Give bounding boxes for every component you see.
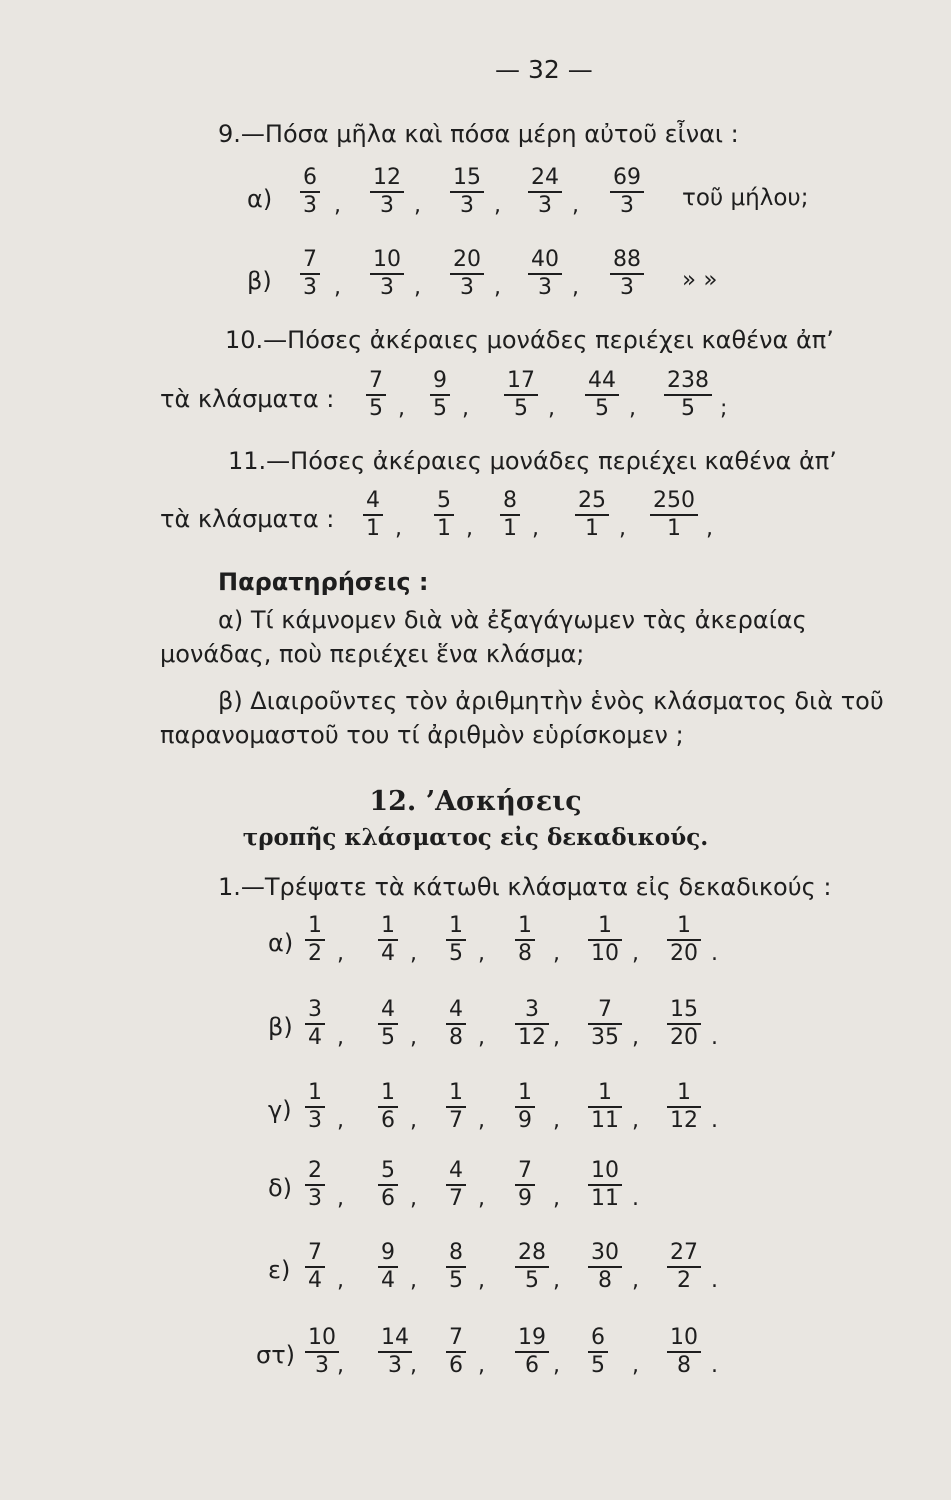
fraction [366, 370, 386, 420]
denominator: 3 [305, 1184, 325, 1210]
fraction [450, 249, 484, 299]
separator: , [337, 1108, 344, 1133]
row-label: ε) [268, 1256, 291, 1284]
numerator: 3 [308, 997, 322, 1022]
separator: , [478, 1353, 485, 1378]
numerator: 1 [308, 1080, 322, 1105]
denominator: 5 [588, 1351, 608, 1377]
numerator: 30 [591, 1240, 619, 1265]
denominator: 3 [528, 191, 562, 217]
numerator: 250 [653, 488, 695, 513]
separator: , [410, 1353, 417, 1378]
denominator: 2 [667, 1266, 701, 1292]
fraction [528, 167, 562, 217]
fraction [588, 915, 622, 965]
fraction [588, 1082, 622, 1132]
separator: , [494, 193, 501, 218]
separator: , [334, 275, 341, 300]
fraction [305, 1082, 325, 1132]
denominator: 5 [378, 1023, 398, 1049]
separator: . [632, 1186, 639, 1211]
numerator: 7 [303, 247, 317, 272]
fraction [378, 1160, 398, 1210]
numerator: 14 [381, 1325, 409, 1350]
separator: , [478, 1268, 485, 1293]
numerator: 5 [437, 488, 451, 513]
separator: , [337, 1268, 344, 1293]
numerator: 44 [588, 368, 616, 393]
separator: , [632, 1268, 639, 1293]
denominator: 8 [515, 939, 535, 965]
separator: , [410, 1186, 417, 1211]
separator: , [414, 275, 421, 300]
denominator: 5 [446, 939, 466, 965]
denominator: 20 [667, 939, 701, 965]
numerator: 1 [381, 913, 395, 938]
fraction [667, 1242, 701, 1292]
separator: . [711, 1025, 718, 1050]
fraction [575, 490, 609, 540]
denominator: 2 [305, 939, 325, 965]
numerator: 4 [449, 1158, 463, 1183]
fraction [305, 915, 325, 965]
numerator: 2 [308, 1158, 322, 1183]
row-tail: τοῦ μήλου; [682, 185, 809, 211]
separator: ; [720, 396, 728, 421]
numerator: 3 [525, 997, 539, 1022]
separator: , [553, 1353, 560, 1378]
numerator: 12 [373, 165, 401, 190]
denominator: 8 [667, 1351, 701, 1377]
denominator: 1 [500, 514, 520, 540]
numerator: 25 [578, 488, 606, 513]
separator: , [410, 941, 417, 966]
row-label: α) [268, 929, 294, 957]
separator: , [553, 1268, 560, 1293]
denominator: 1 [650, 514, 698, 540]
separator: , [494, 275, 501, 300]
row-label: α) [247, 185, 273, 213]
fraction [585, 370, 619, 420]
numerator: 1 [518, 913, 532, 938]
fraction [515, 1082, 535, 1132]
fraction [588, 1242, 622, 1292]
row-label: β) [247, 267, 272, 295]
fraction [305, 1327, 339, 1377]
numerator: 28 [518, 1240, 546, 1265]
numerator: 1 [677, 913, 691, 938]
denominator: 4 [378, 1266, 398, 1292]
fraction [450, 167, 484, 217]
note-a: α) Τί κάμνομεν διὰ νὰ ἐξαγάγωμεν τὰς ἀκεραίας μονάδας, ποὺ περιέχει ἕνα κλάσμα; [160, 606, 807, 668]
numerator: 1 [381, 1080, 395, 1105]
separator: , [553, 1025, 560, 1050]
separator: , [398, 396, 405, 421]
separator: . [711, 941, 718, 966]
denominator: 9 [515, 1106, 535, 1132]
fraction [667, 1082, 701, 1132]
denominator: 4 [305, 1266, 325, 1292]
denominator: 35 [588, 1023, 622, 1049]
fraction [650, 490, 698, 540]
row-label: τὰ κλάσματα : [160, 505, 335, 533]
separator: , [478, 1186, 485, 1211]
separator: , [478, 1025, 485, 1050]
denominator: 5 [585, 394, 619, 420]
denominator: 5 [664, 394, 712, 420]
row-label: β) [268, 1013, 293, 1041]
numerator: 1 [518, 1080, 532, 1105]
denominator: 4 [378, 939, 398, 965]
denominator: 5 [504, 394, 538, 420]
separator: , [706, 516, 713, 541]
separator: , [553, 1108, 560, 1133]
separator: , [395, 516, 402, 541]
numerator: 9 [433, 368, 447, 393]
denominator: 11 [588, 1184, 622, 1210]
separator: , [410, 1025, 417, 1050]
exercise-10-title: 10.—Πόσες ἀκέραιες μονάδες περιέχει καθένα ἀπ’ [225, 326, 834, 354]
denominator: 3 [300, 273, 320, 299]
numerator: 7 [518, 1158, 532, 1183]
denominator: 5 [430, 394, 450, 420]
fraction [370, 167, 404, 217]
fraction [446, 999, 466, 1049]
fraction [664, 370, 712, 420]
separator: , [410, 1108, 417, 1133]
numerator: 5 [381, 1158, 395, 1183]
separator: , [462, 396, 469, 421]
numerator: 10 [591, 1158, 619, 1183]
fraction [515, 999, 549, 1049]
denominator: 8 [588, 1266, 622, 1292]
fraction [305, 1242, 325, 1292]
numerator: 88 [613, 247, 641, 272]
row-label: δ) [268, 1174, 293, 1202]
separator: , [632, 1353, 639, 1378]
fraction [667, 999, 701, 1049]
fraction [667, 1327, 701, 1377]
separator: , [548, 396, 555, 421]
separator: , [410, 1268, 417, 1293]
fraction [446, 1160, 466, 1210]
separator: , [414, 193, 421, 218]
denominator: 5 [446, 1266, 466, 1292]
fraction [305, 999, 325, 1049]
fraction [588, 1327, 608, 1377]
denominator: 7 [446, 1184, 466, 1210]
denominator: 1 [434, 514, 454, 540]
row-tail: » » [682, 267, 718, 293]
fraction [515, 915, 535, 965]
separator: , [478, 1108, 485, 1133]
numerator: 10 [308, 1325, 336, 1350]
numerator: 69 [613, 165, 641, 190]
denominator: 1 [575, 514, 609, 540]
fraction [378, 1242, 398, 1292]
fraction [610, 249, 644, 299]
separator: , [632, 941, 639, 966]
denominator: 3 [610, 191, 644, 217]
section-12-subheading: τροπῆς κλάσματος εἰς δεκαδικούς. [242, 824, 709, 851]
numerator: 1 [449, 1080, 463, 1105]
numerator: 10 [373, 247, 401, 272]
denominator: 5 [515, 1266, 549, 1292]
separator: , [619, 516, 626, 541]
denominator: 3 [305, 1106, 325, 1132]
numerator: 8 [503, 488, 517, 513]
fraction [434, 490, 454, 540]
denominator: 6 [378, 1184, 398, 1210]
separator: , [532, 516, 539, 541]
fraction [446, 1242, 466, 1292]
separator: . [711, 1268, 718, 1293]
fraction [610, 167, 644, 217]
fraction [378, 1082, 398, 1132]
fraction [446, 1327, 466, 1377]
denominator: 3 [450, 273, 484, 299]
numerator: 4 [381, 997, 395, 1022]
denominator: 3 [300, 191, 320, 217]
denominator: 7 [446, 1106, 466, 1132]
numerator: 1 [308, 913, 322, 938]
numerator: 1 [598, 1080, 612, 1105]
numerator: 1 [677, 1080, 691, 1105]
numerator: 20 [453, 247, 481, 272]
denominator: 8 [446, 1023, 466, 1049]
numerator: 40 [531, 247, 559, 272]
denominator: 3 [370, 191, 404, 217]
separator: , [553, 1186, 560, 1211]
separator: , [337, 1025, 344, 1050]
section-12-heading: 12. ’Ασκήσεις [369, 786, 582, 817]
separator: , [337, 1186, 344, 1211]
numerator: 19 [518, 1325, 546, 1350]
numerator: 6 [591, 1325, 605, 1350]
fraction [363, 490, 383, 540]
separator: , [629, 396, 636, 421]
row-label: τὰ κλάσματα : [160, 385, 335, 413]
numerator: 1 [598, 913, 612, 938]
fraction [504, 370, 538, 420]
fraction [378, 999, 398, 1049]
page-number: — 32 — [495, 55, 593, 84]
numerator: 10 [670, 1325, 698, 1350]
numerator: 24 [531, 165, 559, 190]
fraction [588, 1160, 622, 1210]
numerator: 7 [598, 997, 612, 1022]
numerator: 7 [369, 368, 383, 393]
separator: , [337, 1353, 344, 1378]
fraction [515, 1327, 549, 1377]
denominator: 5 [366, 394, 386, 420]
denominator: 20 [667, 1023, 701, 1049]
fraction [430, 370, 450, 420]
denominator: 3 [305, 1351, 339, 1377]
numerator: 4 [449, 997, 463, 1022]
section-12-instruction: 1.—Τρέψατε τὰ κάτωθι κλάσματα εἰς δεκαδικούς : [218, 873, 832, 901]
fraction [300, 167, 320, 217]
denominator: 10 [588, 939, 622, 965]
numerator: 6 [303, 165, 317, 190]
denominator: 4 [305, 1023, 325, 1049]
fraction [588, 999, 622, 1049]
row-label: γ) [268, 1096, 292, 1124]
denominator: 6 [515, 1351, 549, 1377]
numerator: 4 [366, 488, 380, 513]
fraction [300, 249, 320, 299]
numerator: 15 [453, 165, 481, 190]
numerator: 8 [449, 1240, 463, 1265]
numerator: 15 [670, 997, 698, 1022]
fraction [446, 1082, 466, 1132]
denominator: 3 [528, 273, 562, 299]
denominator: 6 [378, 1106, 398, 1132]
numerator: 238 [667, 368, 709, 393]
separator: , [553, 941, 560, 966]
numerator: 9 [381, 1240, 395, 1265]
separator: , [572, 193, 579, 218]
fraction [515, 1242, 549, 1292]
fraction [515, 1160, 535, 1210]
numerator: 7 [449, 1325, 463, 1350]
notes-title: Παρατηρήσεις : [218, 568, 429, 596]
separator: , [466, 516, 473, 541]
fraction [370, 249, 404, 299]
fraction [378, 1327, 412, 1377]
denominator: 3 [610, 273, 644, 299]
denominator: 3 [370, 273, 404, 299]
denominator: 1 [363, 514, 383, 540]
numerator: 17 [507, 368, 535, 393]
row-label: στ) [256, 1341, 296, 1369]
denominator: 3 [450, 191, 484, 217]
note-b: β) Διαιροῦντες τὸν ἀριθμητὴν ἑνὸς κλάσματος διὰ τοῦ παρανομαστοῦ του τί ἀριθμὸν εὑρίσκομεν ; [160, 687, 884, 749]
separator: , [478, 941, 485, 966]
denominator: 6 [446, 1351, 466, 1377]
fraction [528, 249, 562, 299]
separator: , [572, 275, 579, 300]
numerator: 27 [670, 1240, 698, 1265]
denominator: 9 [515, 1184, 535, 1210]
separator: , [632, 1025, 639, 1050]
denominator: 3 [378, 1351, 412, 1377]
numerator: 7 [308, 1240, 322, 1265]
separator: . [711, 1353, 718, 1378]
separator: , [334, 193, 341, 218]
separator: , [632, 1108, 639, 1133]
fraction [446, 915, 466, 965]
fraction [500, 490, 520, 540]
exercise-11-title: 11.—Πόσες ἀκέραιες μονάδες περιέχει καθένα ἀπ’ [228, 447, 837, 475]
numerator: 1 [449, 913, 463, 938]
separator: . [711, 1108, 718, 1133]
separator: , [337, 941, 344, 966]
fraction [667, 915, 701, 965]
fraction [305, 1160, 325, 1210]
denominator: 12 [515, 1023, 549, 1049]
fraction [378, 915, 398, 965]
exercise-9-title: 9.—Πόσα μῆλα καὶ πόσα μέρη αὐτοῦ εἶναι : [218, 120, 739, 148]
denominator: 12 [667, 1106, 701, 1132]
denominator: 11 [588, 1106, 622, 1132]
